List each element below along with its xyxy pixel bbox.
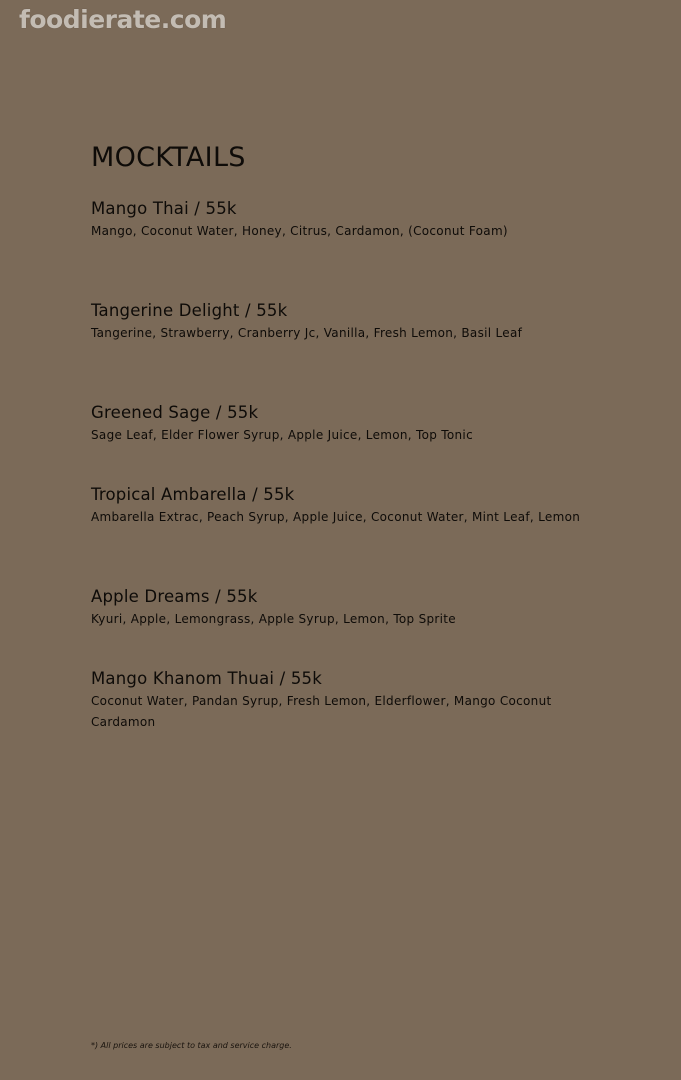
- menu-item-name: Mango Khanom Thuai / 55k: [91, 669, 322, 688]
- menu-item-greened-sage: [91, 402, 581, 446]
- menu-item-description: Kyuri, Apple, Lemongrass, Apple Syrup, Lemon, Top Sprite: [91, 612, 456, 626]
- menu-item-description: Mango, Coconut Water, Honey, Citrus, Cardamon, (Coconut Foam): [91, 224, 508, 238]
- menu-item-name: Mango Thai / 55k: [91, 199, 237, 218]
- menu-item-apple-dreams: [91, 586, 581, 630]
- menu-item-tangerine-delight: [91, 300, 581, 344]
- menu-item-name: Tropical Ambarella / 55k: [91, 485, 295, 504]
- menu-item-description: Coconut Water, Pandan Syrup, Fresh Lemon, Elderflower, Mango Coconut Cardamon: [91, 694, 552, 729]
- menu-item-description: Ambarella Extrac, Peach Syrup, Apple Juice, Coconut Water, Mint Leaf, Lemon: [91, 510, 581, 524]
- price-footnote: *) All prices are subject to tax and service charge.: [91, 1041, 292, 1050]
- menu-item-mango-khanom-thuai: [91, 668, 581, 733]
- menu-title: MOCKTAILS: [91, 142, 246, 173]
- menu-item-name: Apple Dreams / 55k: [91, 587, 258, 606]
- menu-item-description: Sage Leaf, Elder Flower Syrup, Apple Juice, Lemon, Top Tonic: [91, 428, 473, 442]
- watermark-logo: foodierate.com: [19, 5, 227, 34]
- menu-item-name: Tangerine Delight / 55k: [91, 301, 288, 320]
- menu-item-description: Tangerine, Strawberry, Cranberry Jc, Vanilla, Fresh Lemon, Basil Leaf: [91, 326, 523, 340]
- menu-item-mango-thai: [91, 198, 581, 242]
- menu-item-name: Greened Sage / 55k: [91, 403, 259, 422]
- menu-item-tropical-ambarella: [91, 484, 581, 528]
